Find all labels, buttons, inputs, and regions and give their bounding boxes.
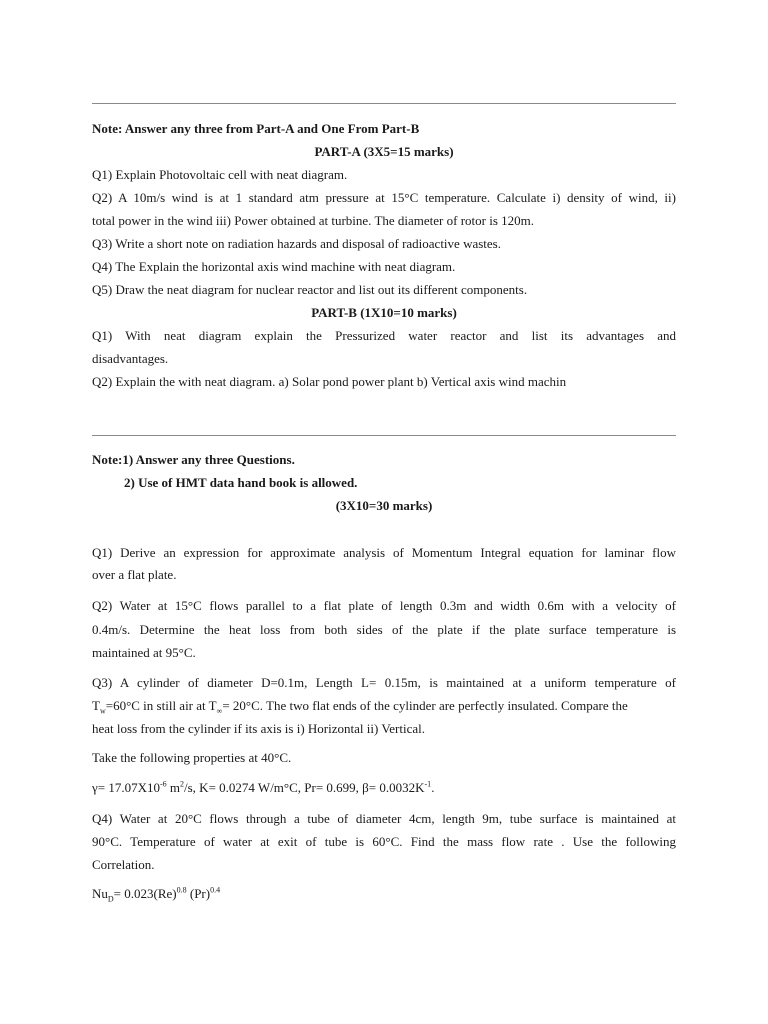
props-text-a: γ= 17.07X10 — [92, 780, 160, 795]
part-a-q2-line2: total power in the wind iii) Power obtained at turbine. The diameter of rotor is 120m. — [92, 213, 535, 228]
section-b-marks: (3X10=30 marks) — [335, 498, 433, 513]
section-b-note2: 2) Use of HMT data hand book is allowed. — [124, 475, 358, 490]
corr-sup-re: 0.8 — [176, 885, 187, 895]
properties-intro: Take the following properties at 40°C. — [92, 750, 292, 765]
top-divider — [92, 103, 676, 104]
part-b-q2: Q2) Explain the with neat diagram. a) Solar pond power plant b) Vertical axis wind machin — [92, 374, 567, 389]
section-b-q3-line3: heat loss from the cylinder if its axis is i) Horizontal ii) Vertical. — [92, 721, 425, 736]
part-a-q2-line1: Q2) A 10m/s wind is at 1 standard atm pressure at 15°C temperature. Calculate i) density of wind, ii) — [92, 190, 676, 205]
properties-values — [92, 780, 676, 796]
corr-text-c: (Pr) — [186, 886, 211, 901]
middle-divider — [92, 435, 676, 436]
section-b-q3-line2 — [92, 698, 676, 714]
section-b-q2-line2: 0.4m/s. Determine the heat loss from both sides of the plate if the plate surface temperature is — [92, 622, 676, 637]
props-text-c: /s, K= 0.0274 W/m°C, Pr= 0.699, β= 0.0032K — [184, 780, 425, 795]
part-a-heading: PART-A (3X5=15 marks) — [314, 144, 454, 159]
props-sup-3: -1 — [424, 779, 432, 789]
correlation-formula — [92, 886, 676, 902]
part-b-q1-line2: disadvantages. — [92, 351, 169, 366]
part-a-q5: Q5) Draw the neat diagram for nuclear reactor and list out its different components. — [92, 282, 528, 297]
corr-sup-pr: 0.4 — [210, 885, 221, 895]
props-text-d: . — [431, 780, 435, 795]
section-b-note1: Note:1) Answer any three Questions. — [92, 452, 295, 467]
props-sup-1: -6 — [159, 779, 167, 789]
q3-text-a: T — [92, 698, 100, 713]
part-a-note: Note: Answer any three from Part-A and One From Part-B — [92, 121, 420, 136]
section-b-q1-line2: over a flat plate. — [92, 567, 177, 582]
section-b-q4-line1: Q4) Water at 20°C flows through a tube of diameter 4cm, length 9m, tube surface is maintained at — [92, 811, 676, 826]
section-b-q3-line1: Q3) A cylinder of diameter D=0.1m, Length L= 0.15m, is maintained at a uniform temperature of — [92, 675, 676, 690]
section-b-q4-line3: Correlation. — [92, 857, 155, 872]
corr-text-a: Nu — [92, 886, 108, 901]
corr-text-b: = 0.023(Re) — [113, 886, 177, 901]
q3-text-b: =60°C in still air at T — [105, 698, 217, 713]
q3-sub-w: w — [99, 706, 106, 716]
section-b-q2-line1: Q2) Water at 15°C flows parallel to a flat plate of length 0.3m and width 0.6m with a velocity of — [92, 598, 676, 613]
q3-text-c: = 20°C. The two flat ends of the cylinder are perfectly insulated. Compare the — [222, 698, 628, 713]
section-b-q2-line3: maintained at 95°C. — [92, 645, 196, 660]
props-text-b: m — [166, 780, 181, 795]
part-a-q3: Q3) Write a short note on radiation hazards and disposal of radioactive wastes. — [92, 236, 501, 251]
part-a-q4: Q4) The Explain the horizontal axis wind machine with neat diagram. — [92, 259, 456, 274]
part-a-q1: Q1) Explain Photovoltaic cell with neat diagram. — [92, 167, 348, 182]
q3-sub-inf: ∞ — [216, 706, 223, 716]
props-sup-2: 2 — [180, 779, 185, 789]
part-b-q1-line1: Q1) With neat diagram explain the Pressurized water reactor and list its advantages and — [92, 328, 676, 343]
section-b-q4-line2: 90°C. Temperature of water at exit of tube is 60°C. Find the mass flow rate . Use the following — [92, 834, 676, 849]
part-b-heading: PART-B (1X10=10 marks) — [311, 305, 457, 320]
section-b-q1-line1: Q1) Derive an expression for approximate analysis of Momentum Integral equation for laminar flow — [92, 545, 676, 560]
corr-sub-d: D — [107, 894, 114, 904]
